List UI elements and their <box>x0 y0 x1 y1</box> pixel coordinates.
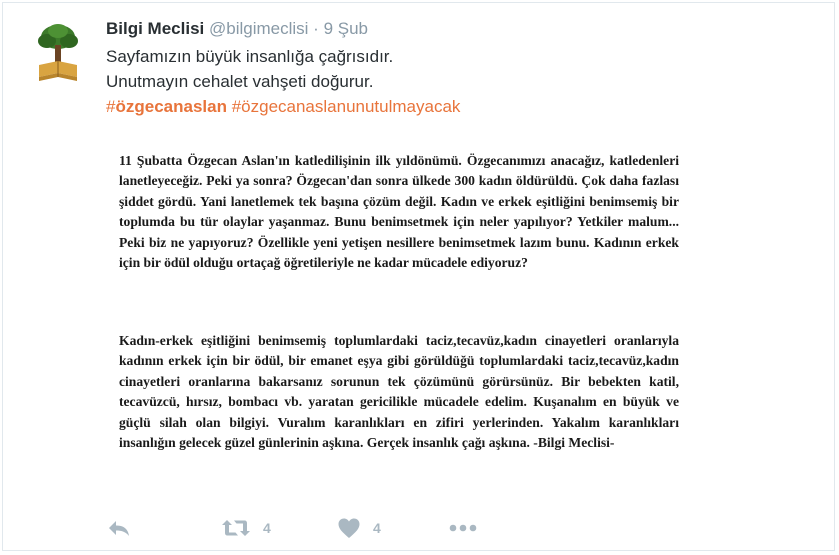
like-button[interactable] <box>337 515 381 541</box>
reply-icon <box>107 518 131 538</box>
more-dots-icon <box>449 524 477 532</box>
tweet-actions <box>107 515 527 541</box>
user-handle[interactable]: @bilgimeclisi <box>208 19 309 38</box>
retweet-icon <box>221 518 251 538</box>
tweet-text <box>106 44 460 119</box>
hash-symbol: # <box>106 97 116 116</box>
hashtag-line <box>106 94 460 119</box>
hashtag-ozgecanaslan[interactable] <box>106 97 227 116</box>
heart-icon <box>337 517 361 539</box>
hashtag-text: özgecanaslan <box>115 97 227 116</box>
tweet-line-1: Sayfamızın büyük insanlığa çağrısıdır. <box>106 47 394 66</box>
attached-text-image[interactable] <box>107 143 717 508</box>
retweet-button[interactable] <box>221 515 271 541</box>
image-paragraph-1: 11 Şubatta Özgecan Aslan'ın katledilişinin ilk yıldönümü. Özgecanımızı anacağız, katledenleri lanetleyeceğiz. Peki ya sonra? Özgecan'dan sonra ülkede 300 kadın öldürüldü. Çok daha fazlası şiddet gördü. Yani lanetlemek tek başına çözüm değil. Kadın ve erkek eşitliğini benimsemiş bir toplumda bu tür olaylar yaşanmaz. Bunu benimsetmek için neler yapılıyor? Yetkiler malum... Peki biz ne yapıyoruz? Özellikle yeni yetişen nesillere benimsetmek lazım bunu. Kadının erkek için bir ödül olduğu ortaçağ öğretileriyle ne kadar mücadele ediyoruz? <box>119 153 679 271</box>
tweet-card <box>2 2 835 551</box>
reply-button[interactable] <box>107 515 131 541</box>
image-paragraph-2: Kadın-erkek eşitliğini benimsemiş toplumlardaki taciz,tecavüz,kadın cinayetleri oranlarıyla kadının erkek için bir ödül, bir emanet eşya gibi görüldüğü toplumlardaki taciz,tecavüz,kadın cinayetleri oranlarına bakarsanız sorunun tek çözümünü görürsünüz. Bir bebekten katil, tecavüzcü, hırsız, bombacı vb. yaratan gericilikle mücadele edelim. Kuşanalım en büyük ve güçlü silah olan bilgiyi. Vuralım karanlıkları en zifiri yerlerinden. Yakalım karanlıkları insanlığın gelecek güzel günlerinin aşkına. Gerçek insanlık çağı aşkına. -Bilgi Meclisi- <box>119 333 679 451</box>
avatar[interactable] <box>33 21 83 91</box>
more-button[interactable] <box>449 515 477 541</box>
timestamp[interactable]: 9 Şub <box>323 19 369 38</box>
separator-dot: · <box>313 19 319 38</box>
like-count: 4 <box>373 520 381 536</box>
display-name[interactable]: Bilgi Meclisi <box>106 19 205 38</box>
retweet-count: 4 <box>263 520 271 536</box>
tree-book-logo-icon <box>33 21 83 91</box>
tweet-header <box>106 18 368 40</box>
tweet-line-2: Unutmayın cehalet vahşeti doğurur. <box>106 72 374 91</box>
hashtag-ozgecanaslanunutulmayacak[interactable]: #özgecanaslanunutulmayacak <box>231 97 461 116</box>
